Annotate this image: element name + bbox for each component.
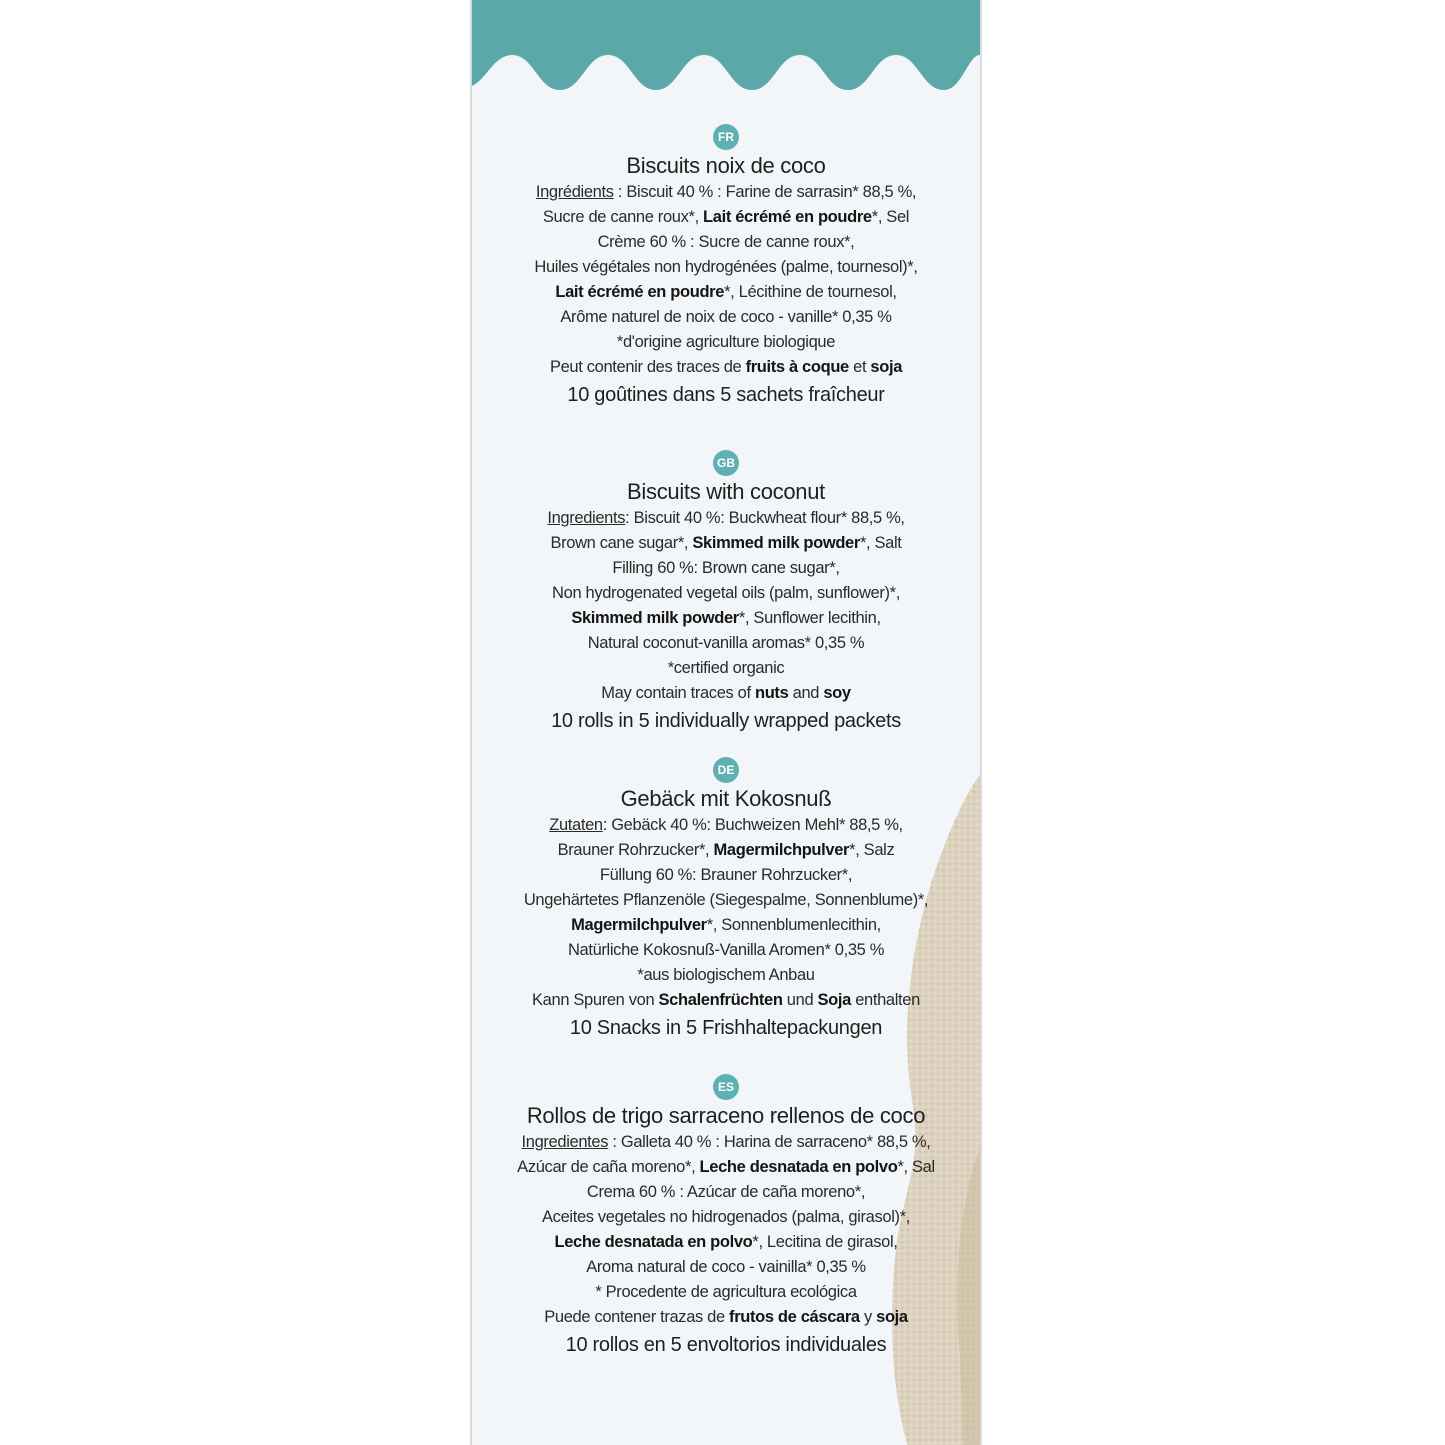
text: Sucre de canne roux*, [542, 208, 704, 226]
allergen: Leche desnatada en polvo [554, 1233, 753, 1251]
text: Puede contener trazas de [544, 1308, 730, 1326]
ingredients-line-2 [472, 205, 980, 230]
ingredients-line-4: Ungehärtetes Pflanzenöle (Siegespalme, Sonnenblume)*, [523, 891, 929, 909]
text: enthalten [850, 991, 920, 1009]
text: und [782, 991, 818, 1009]
ingredients-line-3: Crema 60 % : Azúcar de caña moreno*, [586, 1183, 866, 1201]
pack-info: 10 rollos en 5 envoltorios individuales [565, 1334, 887, 1356]
ingredients-line-2 [472, 838, 980, 863]
language-badge-de: DE [713, 757, 739, 783]
allergen: soja [870, 358, 903, 376]
package-side-panel [472, 0, 980, 1445]
ingredients-line-6: Aroma natural de coco - vainilla* 0,35 % [586, 1258, 866, 1276]
ingredients-line-1 [472, 1130, 980, 1155]
language-badge-fr: FR [713, 124, 739, 150]
text: : Galleta 40 % : Harina de sarraceno* 88,5 %, [608, 1133, 931, 1151]
allergen-traces [472, 355, 980, 380]
section-gb [472, 450, 980, 736]
text: : Gebäck 40 %: Buchweizen Mehl* 88,5 %, [602, 816, 903, 834]
text: *, Sunflower lecithin, [738, 609, 881, 627]
allergen: soy [823, 684, 851, 702]
text: Brauner Rohrzucker*, [557, 841, 714, 859]
text: Brown cane sugar*, [550, 534, 693, 552]
pack-info: 10 rolls in 5 individually wrapped packets [551, 710, 901, 732]
ingredients-line-5 [472, 280, 980, 305]
product-title-gb: Biscuits with coconut [627, 479, 825, 504]
ingredients-line-1 [472, 813, 980, 838]
text: Azúcar de caña moreno*, [517, 1158, 700, 1176]
allergen: nuts [754, 684, 789, 702]
ingredients-line-5 [472, 606, 980, 631]
ingredients-line-4: Aceites vegetales no hidrogenados (palma, girasol)*, [542, 1208, 910, 1226]
ingredients-label: Ingredientes [521, 1133, 609, 1151]
ingredients-line-1 [472, 506, 980, 531]
ingredients-line-2 [472, 531, 980, 556]
text: *, Sonnenblumenlecithin, [706, 916, 881, 934]
ingredients-line-5 [472, 913, 980, 938]
text: : Biscuit 40 % : Farine de sarrasin* 88,5 %, [613, 183, 917, 201]
allergen-traces [472, 988, 980, 1013]
text: and [788, 684, 824, 702]
allergen: Lait écrémé en poudre [703, 208, 872, 226]
allergen: Lait écrémé en poudre [555, 283, 725, 301]
organic-note: *aus biologischem Anbau [637, 966, 815, 984]
ingredients-line-5 [472, 1230, 980, 1255]
product-title-de: Gebäck mit Kokosnuß [620, 786, 832, 811]
text: y [859, 1308, 877, 1326]
text: *, Lecitina de girasol, [752, 1233, 898, 1251]
allergen: Skimmed milk powder [571, 609, 739, 627]
language-badge-es: ES [713, 1074, 739, 1100]
allergen: fruits à coque [745, 358, 849, 376]
organic-note: *d'origine agriculture biologique [616, 333, 836, 351]
ingredients-line-3: Crème 60 % : Sucre de canne roux*, [597, 233, 855, 251]
ingredients-line-2 [472, 1155, 980, 1180]
allergen: Soja [817, 991, 851, 1009]
ingredients-line-6: Natürliche Kokosnuß-Vanilla Aromen* 0,35 % [567, 941, 885, 959]
ingredients-line-4: Non hydrogenated vegetal oils (palm, sunflower)*, [552, 584, 900, 602]
text: : Biscuit 40 %: Buckwheat flour* 88,5 %, [625, 509, 905, 527]
pack-info: 10 goûtines dans 5 sachets fraîcheur [567, 384, 885, 406]
organic-note: *certified organic [667, 659, 785, 677]
allergen-traces [472, 681, 980, 706]
allergen: Leche desnatada en polvo [699, 1158, 898, 1176]
allergen: Schalenfrüchten [658, 991, 783, 1009]
allergen: soja [876, 1308, 908, 1326]
text: et [848, 358, 871, 376]
product-title-es: Rollos de trigo sarraceno rellenos de coco [526, 1103, 926, 1128]
ingredients-line-6: Natural coconut-vanilla aromas* 0,35 % [587, 634, 865, 652]
ingredients-line-3: Filling 60 %: Brown cane sugar*, [612, 559, 840, 577]
text: *, Sal [897, 1158, 935, 1176]
text: *, Sel [871, 208, 910, 226]
text: *, Salt [859, 534, 902, 552]
ingredients-line-6: Arôme naturel de noix de coco - vanille* 0,35 % [560, 308, 892, 326]
allergen: Magermilchpulver [571, 916, 707, 934]
text: Kann Spuren von [532, 991, 659, 1009]
language-badge-gb: GB [713, 450, 739, 476]
ingredients-label: Ingrédients [535, 183, 614, 201]
pack-info: 10 Snacks in 5 Frishhaltepackungen [569, 1017, 883, 1039]
allergen-traces [472, 1305, 980, 1330]
product-title-fr: Biscuits noix de coco [626, 153, 826, 178]
allergen: Magermilchpulver [713, 841, 850, 859]
ingredients-label: Ingredients [547, 509, 626, 527]
ingredients-line-3: Füllung 60 %: Brauner Rohrzucker*, [599, 866, 853, 884]
section-de [472, 757, 980, 1043]
allergen: frutos de cáscara [729, 1308, 860, 1326]
ingredients-line-1 [472, 180, 980, 205]
organic-note: * Procedente de agricultura ecológica [595, 1283, 857, 1301]
text: Peut contenir des traces de [549, 358, 746, 376]
ingredients-label: Zutaten [549, 816, 603, 834]
section-fr [472, 124, 980, 410]
text: *, Salz [849, 841, 895, 859]
section-es [472, 1074, 980, 1360]
panel-edge-right [980, 0, 982, 1445]
teal-wave-header [472, 0, 980, 110]
allergen: Skimmed milk powder [692, 534, 860, 552]
text: *, Lécithine de tournesol, [724, 283, 897, 301]
text: May contain traces of [601, 684, 755, 702]
ingredients-line-4: Huiles végétales non hydrogénées (palme, tournesol)*, [534, 258, 918, 276]
